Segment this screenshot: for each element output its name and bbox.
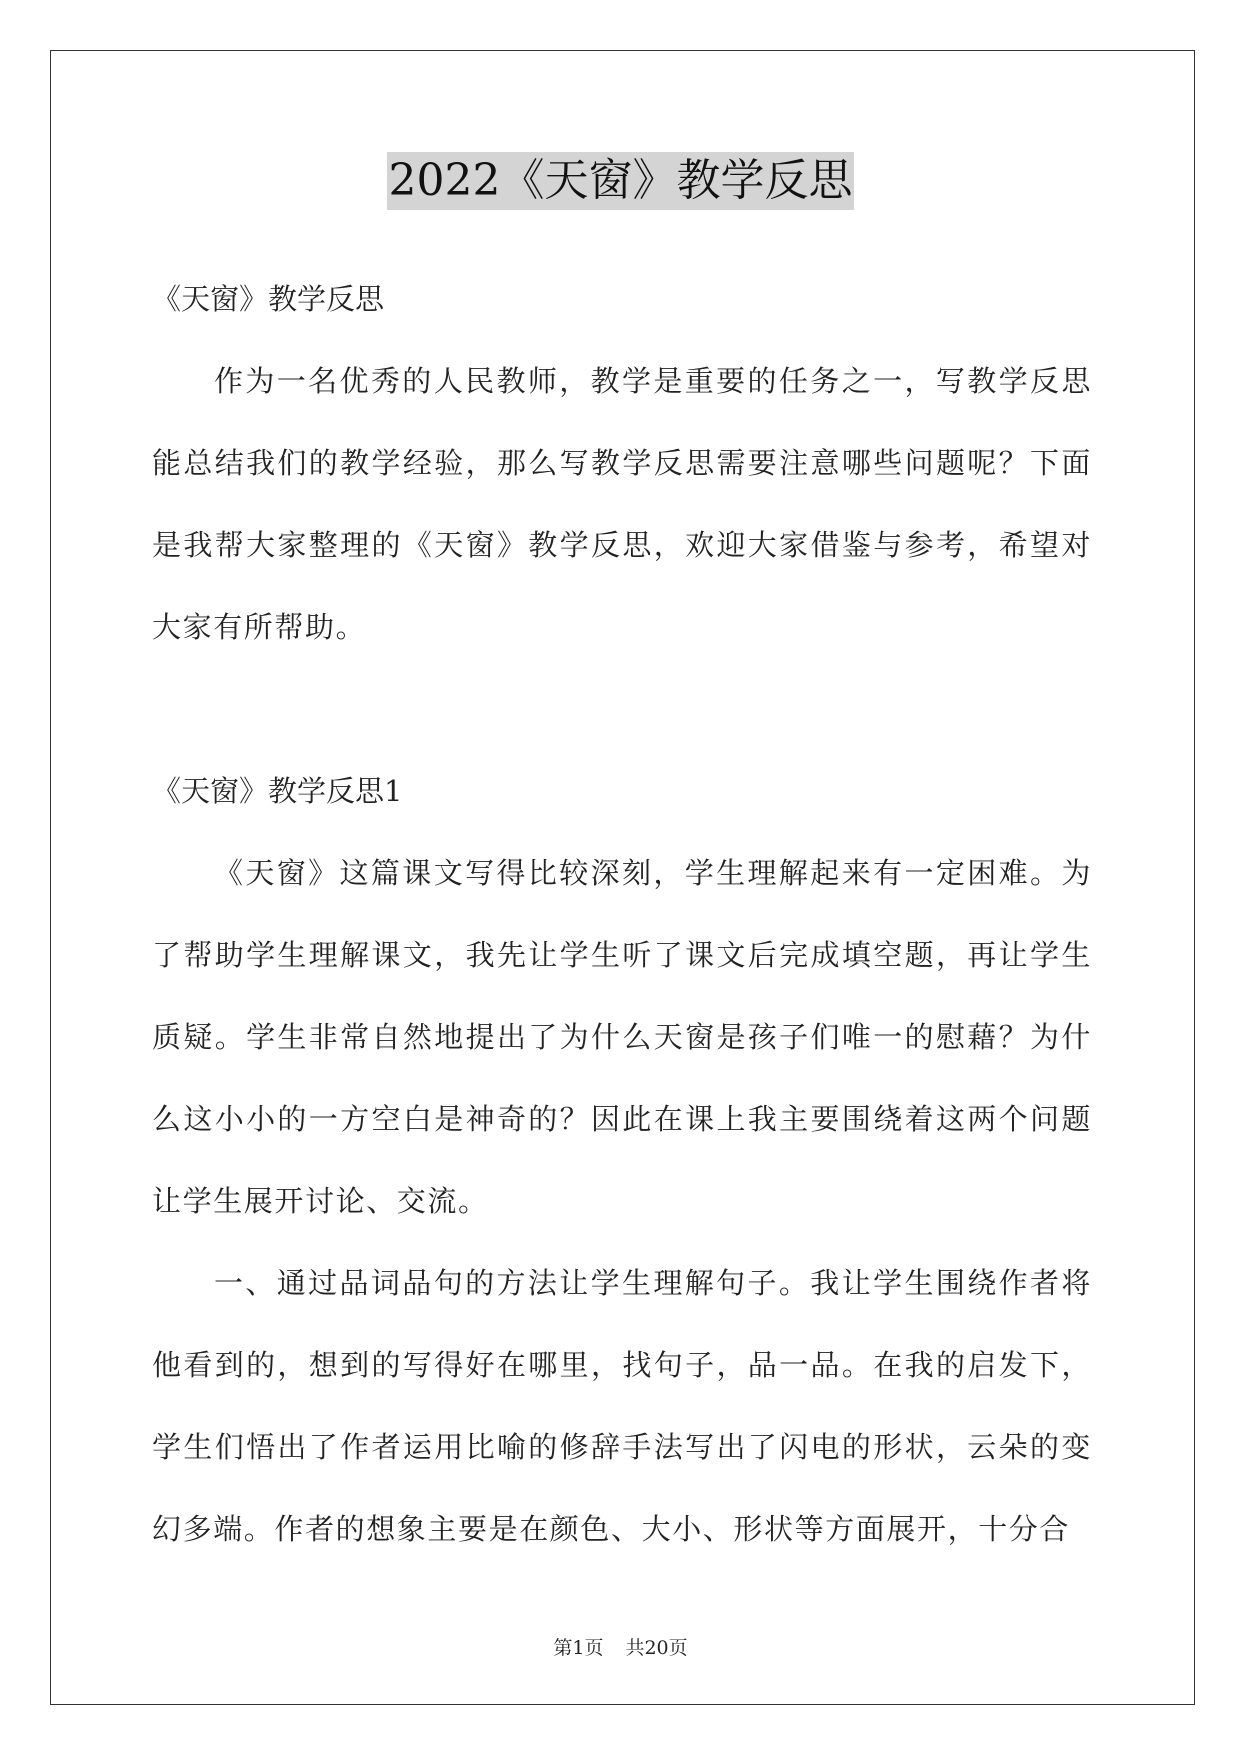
page-number: 第1页 [553,1637,604,1659]
subtitle: 《天窗》教学反思 [152,282,385,316]
page-footer [0,1633,1241,1660]
section-heading: 《天窗》教学反思1 [152,774,403,808]
section-paragraph-1: 《天窗》这篇课文写得比较深刻，学生理解起来有一定困难。为了帮助学生理解课文，我先让学生听了课文后完成填空题，再让学生质疑。学生非常自然地提出了为什么天窗是孩子们唯一的慰藉？为什么这小小的一方空白是神奇的？因此在课上我主要围绕着这两个问题让学生展开讨论、交流。 [152,856,1092,1218]
intro-paragraph: 作为一名优秀的人民教师，教学是重要的任务之一，写教学反思能总结我们的教学经验，那么写教学反思需要注意哪些问题呢？下面是我帮大家整理的《天窗》教学反思，欢迎大家借鉴与参考，希望对大家有所帮助。 [152,364,1092,644]
section-paragraph-2: 一、通过品词品句的方法让学生理解句子。我让学生围绕作者将他看到的，想到的写得好在哪里，找句子，品一品。在我的启发下，学生们悟出了作者运用比喻的修辞手法写出了闪电的形状，云朵的变幻多端。作者的想象主要是在颜色、大小、形状等方面展开，十分合 [152,1266,1092,1546]
document-title: 2022《天窗》教学反思 [387,152,855,210]
section-spacer [152,668,1092,750]
title-area [0,152,1241,210]
document-body [152,258,1092,1570]
page-total: 共20页 [625,1637,688,1659]
